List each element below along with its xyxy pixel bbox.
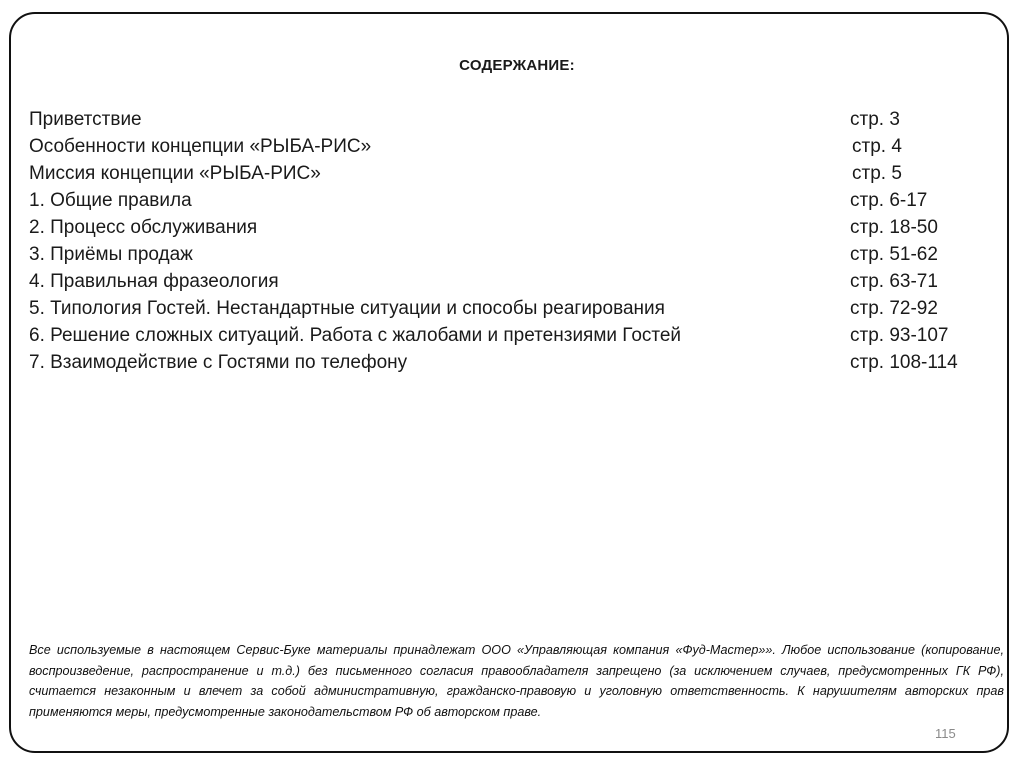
toc-entry <box>29 160 989 187</box>
toc-entry-page: стр. 5 <box>852 163 902 184</box>
toc-entry-page: стр. 93-107 <box>850 325 949 346</box>
toc-entry-page: стр. 3 <box>850 109 900 130</box>
toc-entry-page: стр. 72-92 <box>850 298 938 319</box>
toc-entry-page: стр. 63-71 <box>850 271 938 292</box>
toc-entry <box>29 268 989 295</box>
toc-entry <box>29 106 989 133</box>
toc-entry-label: 3. Приёмы продаж <box>29 244 193 265</box>
toc-entry-label: 7. Взаимодействие с Гостями по телефону <box>29 352 408 373</box>
toc-entry <box>29 133 989 160</box>
toc-entry <box>29 241 989 268</box>
toc-entry-page: стр. 6-17 <box>850 190 928 211</box>
toc-entry-label: 6. Решение сложных ситуаций. Работа с жалобами и претензиями Гостей <box>29 325 682 346</box>
toc-entry <box>29 214 989 241</box>
toc-entry <box>29 322 989 349</box>
toc-entry-label: Особенности концепции «РЫБА-РИС» <box>29 136 372 157</box>
toc-entry-page: стр. 51-62 <box>850 244 938 265</box>
table-of-contents <box>29 106 989 376</box>
toc-entry-label: Миссия концепции «РЫБА-РИС» <box>29 163 321 184</box>
toc-entry <box>29 349 989 376</box>
page-number: 115 <box>935 726 956 741</box>
toc-entry-page: стр. 4 <box>852 136 902 157</box>
toc-entry-label: Приветствие <box>29 109 142 130</box>
toc-entry-label: 2. Процесс обслуживания <box>29 217 258 238</box>
page-title: СОДЕРЖАНИЕ: <box>459 57 575 74</box>
toc-entry <box>29 187 989 214</box>
toc-entry-label: 4. Правильная фразеология <box>29 271 279 292</box>
toc-entry-page: стр. 108-114 <box>850 352 958 373</box>
toc-entry-page: стр. 18-50 <box>850 217 938 238</box>
copyright-notice: Все используемые в настоящем Сервис-Буке материалы принадлежат ООО «Управляющая компания «Фуд-Мастер»». Любое использование (копирование, воспроизведение, распространение и т.д.) без письменного согласия правообладателя запрещено (за исключением случаев, предусмотренных ГК РФ), считается незаконным и влечет за собой административную, гражданско-правовую и уголовную ответственность. К нарушителям авторских прав применяются меры, предусмотренные законодательством РФ об авторском праве. <box>29 643 1004 719</box>
toc-entry-label: 5. Типология Гостей. Нестандартные ситуации и способы реагирования <box>29 298 665 319</box>
toc-entry-label: 1. Общие правила <box>29 190 192 211</box>
toc-entry <box>29 295 989 322</box>
